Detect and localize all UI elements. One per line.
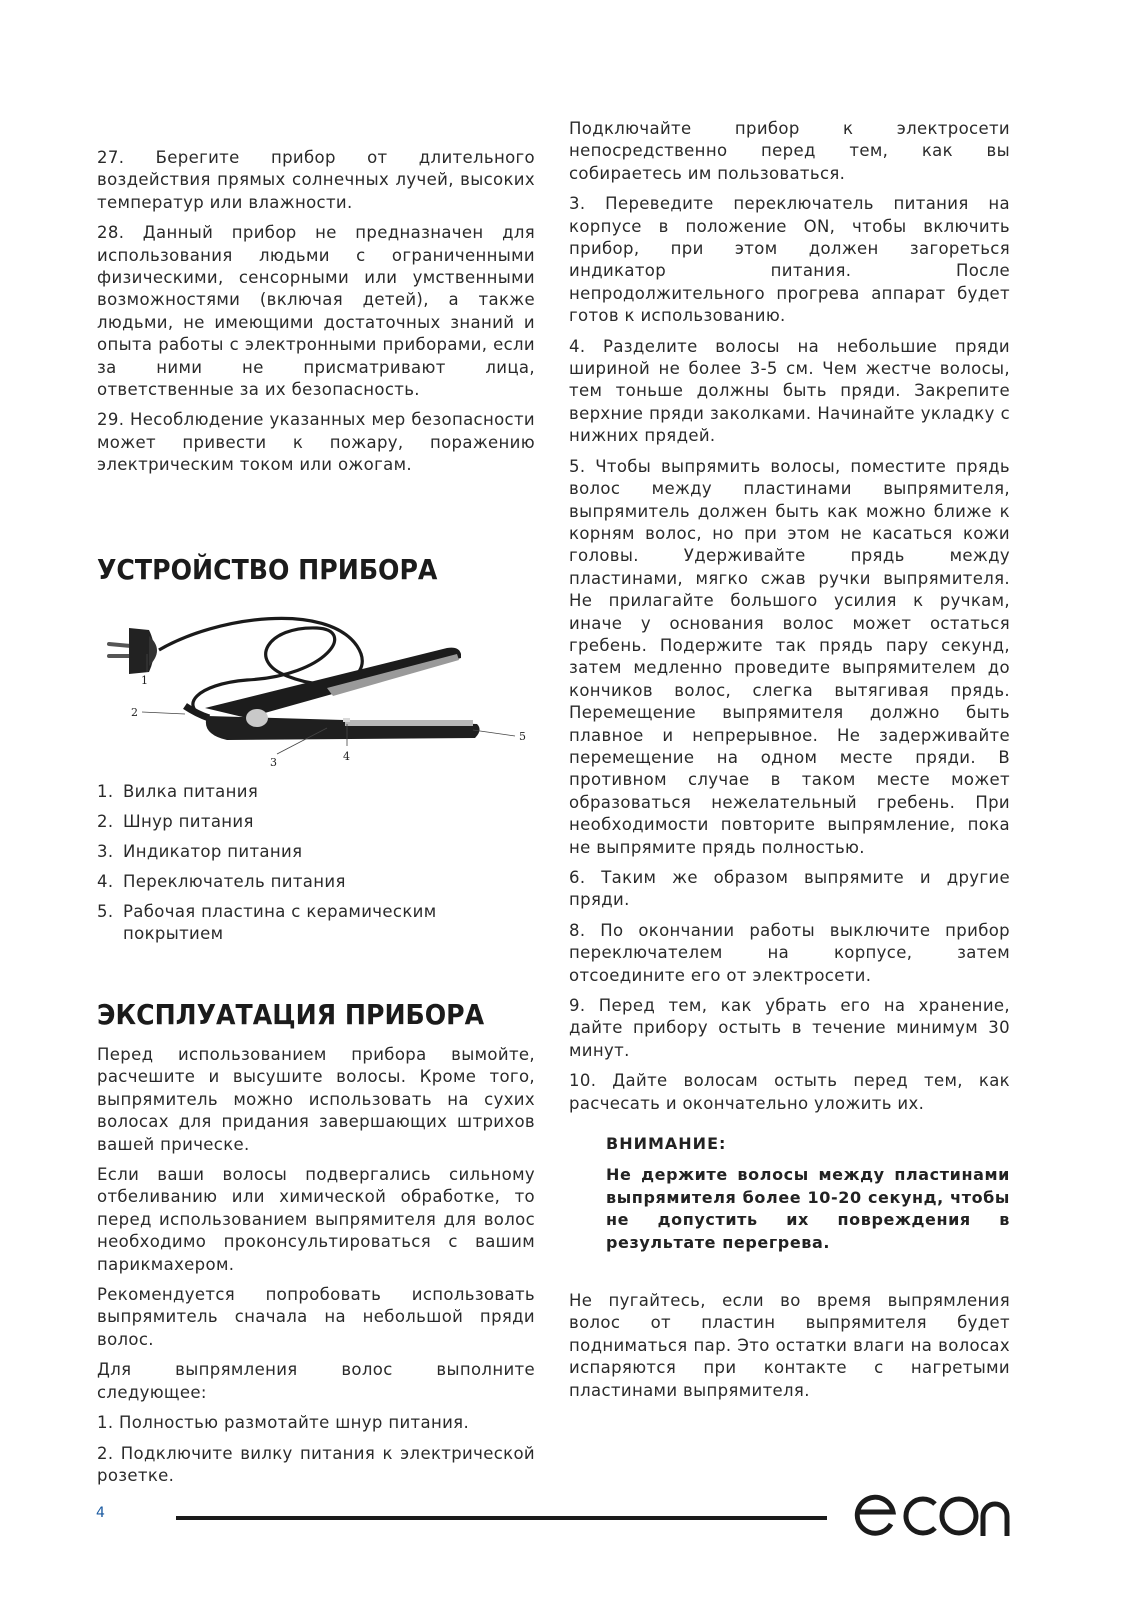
closing-block — [569, 1290, 1010, 1410]
device-illustration — [97, 606, 537, 778]
warning-text: Не держите волосы между пластинами выпрямителя более 10-20 секунд, чтобы не допустить их повреждения в результате перегрева. — [606, 1165, 1010, 1252]
list-item: 2. Шнур питания — [97, 811, 254, 831]
callout-4: 4 — [343, 750, 350, 763]
step-8: 8. По окончании работы выключите прибор переключателем на корпусе, затем отсоедините его от электросети. — [569, 920, 1010, 985]
list-item: 1. Вилка питания — [97, 782, 259, 801]
step-6: 6. Таким же образом выпрямите и другие пряди. — [569, 868, 1010, 910]
callout-3: 3 — [270, 756, 277, 769]
usage-paragraph: Рекомендуется попробовать использовать выпрямитель сначала на небольшой пряди волос. — [97, 1285, 535, 1349]
right-column — [569, 118, 1010, 1123]
usage-step-2: 2. Подключите вилку питания к электрической розетке. — [97, 1443, 535, 1485]
callout-1: 1 — [141, 674, 148, 687]
list-item: 5. Рабочая пластина с керамическим покрытием — [97, 901, 437, 944]
closing-paragraph: Не пугайтесь, если во время выпрямления волос от пластин выпрямителя будет подниматься пар. Это остатки влаги на волосах испаряются при контакте с нагретыми пластинами выпрямителя. — [569, 1291, 1010, 1400]
power-indicator-image — [343, 718, 350, 722]
paragraph-28: 28. Данный прибор не предназначен для использования людьми с ограниченными физическими, сенсорными или умственными возможностями (включая детей), а также людьми, не имеющими достаточных знаний и опыта работы с электронными приборами, если за ними не присматривают лица, ответственные за их безопасность. — [97, 223, 535, 400]
section-title-usage: ЭКСПЛУАТАЦИЯ ПРИБОРА — [97, 998, 485, 1031]
left-column-top — [97, 147, 535, 485]
power-plug-image — [109, 628, 157, 674]
step-10: 10. Дайте волосам остыть перед тем, как расчесать и окончательно уложить их. — [569, 1071, 1010, 1113]
step-4: 4. Разделите волосы на небольшие пряди шириной не более 3-5 см. Чем жестче волосы, тем тоньше должны быть пряди. Закрепите верхние пряди заколками. Начинайте укладку с нижних прядей. — [569, 336, 1010, 446]
section-title-device: УСТРОЙСТВО ПРИБОРА — [97, 553, 438, 586]
left-column-usage — [97, 1044, 535, 1495]
parts-list — [97, 781, 517, 953]
footer-divider — [176, 1516, 827, 1520]
callout-5: 5 — [519, 730, 526, 743]
step-5: 5. Чтобы выпрямить волосы, поместите прядь волос между пластинами выпрямителя, выпрямитель должен быть как можно ближе к корням волос, но при этом не касаться кожи головы. Удерживайте прядь между пластинами, мягко сжав ручки выпрямителя. Не прилагайте большого усилия к ручкам, иначе у основания волос может остаться гребень. Подержите так прядь пару секунд, затем медленно проведите выпрямителем до кончиков волос, слегка вытягивая прядь. Перемещение выпрямителя должно быть плавное и непрерывное. Не задерживайте перемещение на одном месте пряди. В противном случае в таком месте может образоваться нежелательный гребень. При необходимости повторите выпрямление, пока не выпрямите прядь полностью. — [569, 456, 1010, 857]
step-3: 3. Переведите переключатель питания на корпусе в положение ON, чтобы включить прибор, при этом должен загореться индикатор питания. После непродолжительного прогрева аппарат будет готов к использованию. — [569, 194, 1010, 326]
paragraph-29: 29. Несоблюдение указанных мер безопасности может привести к пожару, поражению электрическим током или ожогам. — [97, 410, 535, 475]
usage-paragraph: Для выпрямления волос выполните следующее: — [97, 1360, 535, 1402]
usage-step-1: 1. Полностью размотайте шнур питания. — [97, 1413, 470, 1433]
page-number: 4 — [96, 1505, 105, 1521]
list-item: 4. Переключатель питания — [97, 871, 346, 891]
power-switch-image — [246, 709, 268, 727]
callout-2: 2 — [131, 706, 138, 719]
straightener-upper-arm — [205, 648, 461, 718]
warning-title: ВНИМАНИЕ: — [606, 1134, 727, 1153]
list-item: 3. Индикатор питания — [97, 841, 303, 861]
econ-logo — [853, 1494, 1010, 1538]
usage-paragraph: Перед использованием прибора вымойте, расчешите и высушите волосы. Кроме того, выпрямитель можно использовать на сухих волосах для придания завершающих штрихов вашей прическе. — [97, 1045, 535, 1154]
usage-paragraph: Если ваши волосы подвергались сильному отбеливанию или химической обработке, то перед использованием выпрямителя для волос необходимо проконсультироваться с вашим парикмахером. — [97, 1165, 535, 1274]
step-9: 9. Перед тем, как убрать его на хранение, дайте прибору остыть в течение минимум 30 минут. — [569, 996, 1010, 1060]
right-paragraph: Подключайте прибор к электросети непосредственно перед тем, как вы собираетесь им пользоваться. — [569, 119, 1010, 183]
paragraph-27: 27. Берегите прибор от длительного воздействия прямых солнечных лучей, высоких температур или влажности. — [97, 148, 535, 212]
